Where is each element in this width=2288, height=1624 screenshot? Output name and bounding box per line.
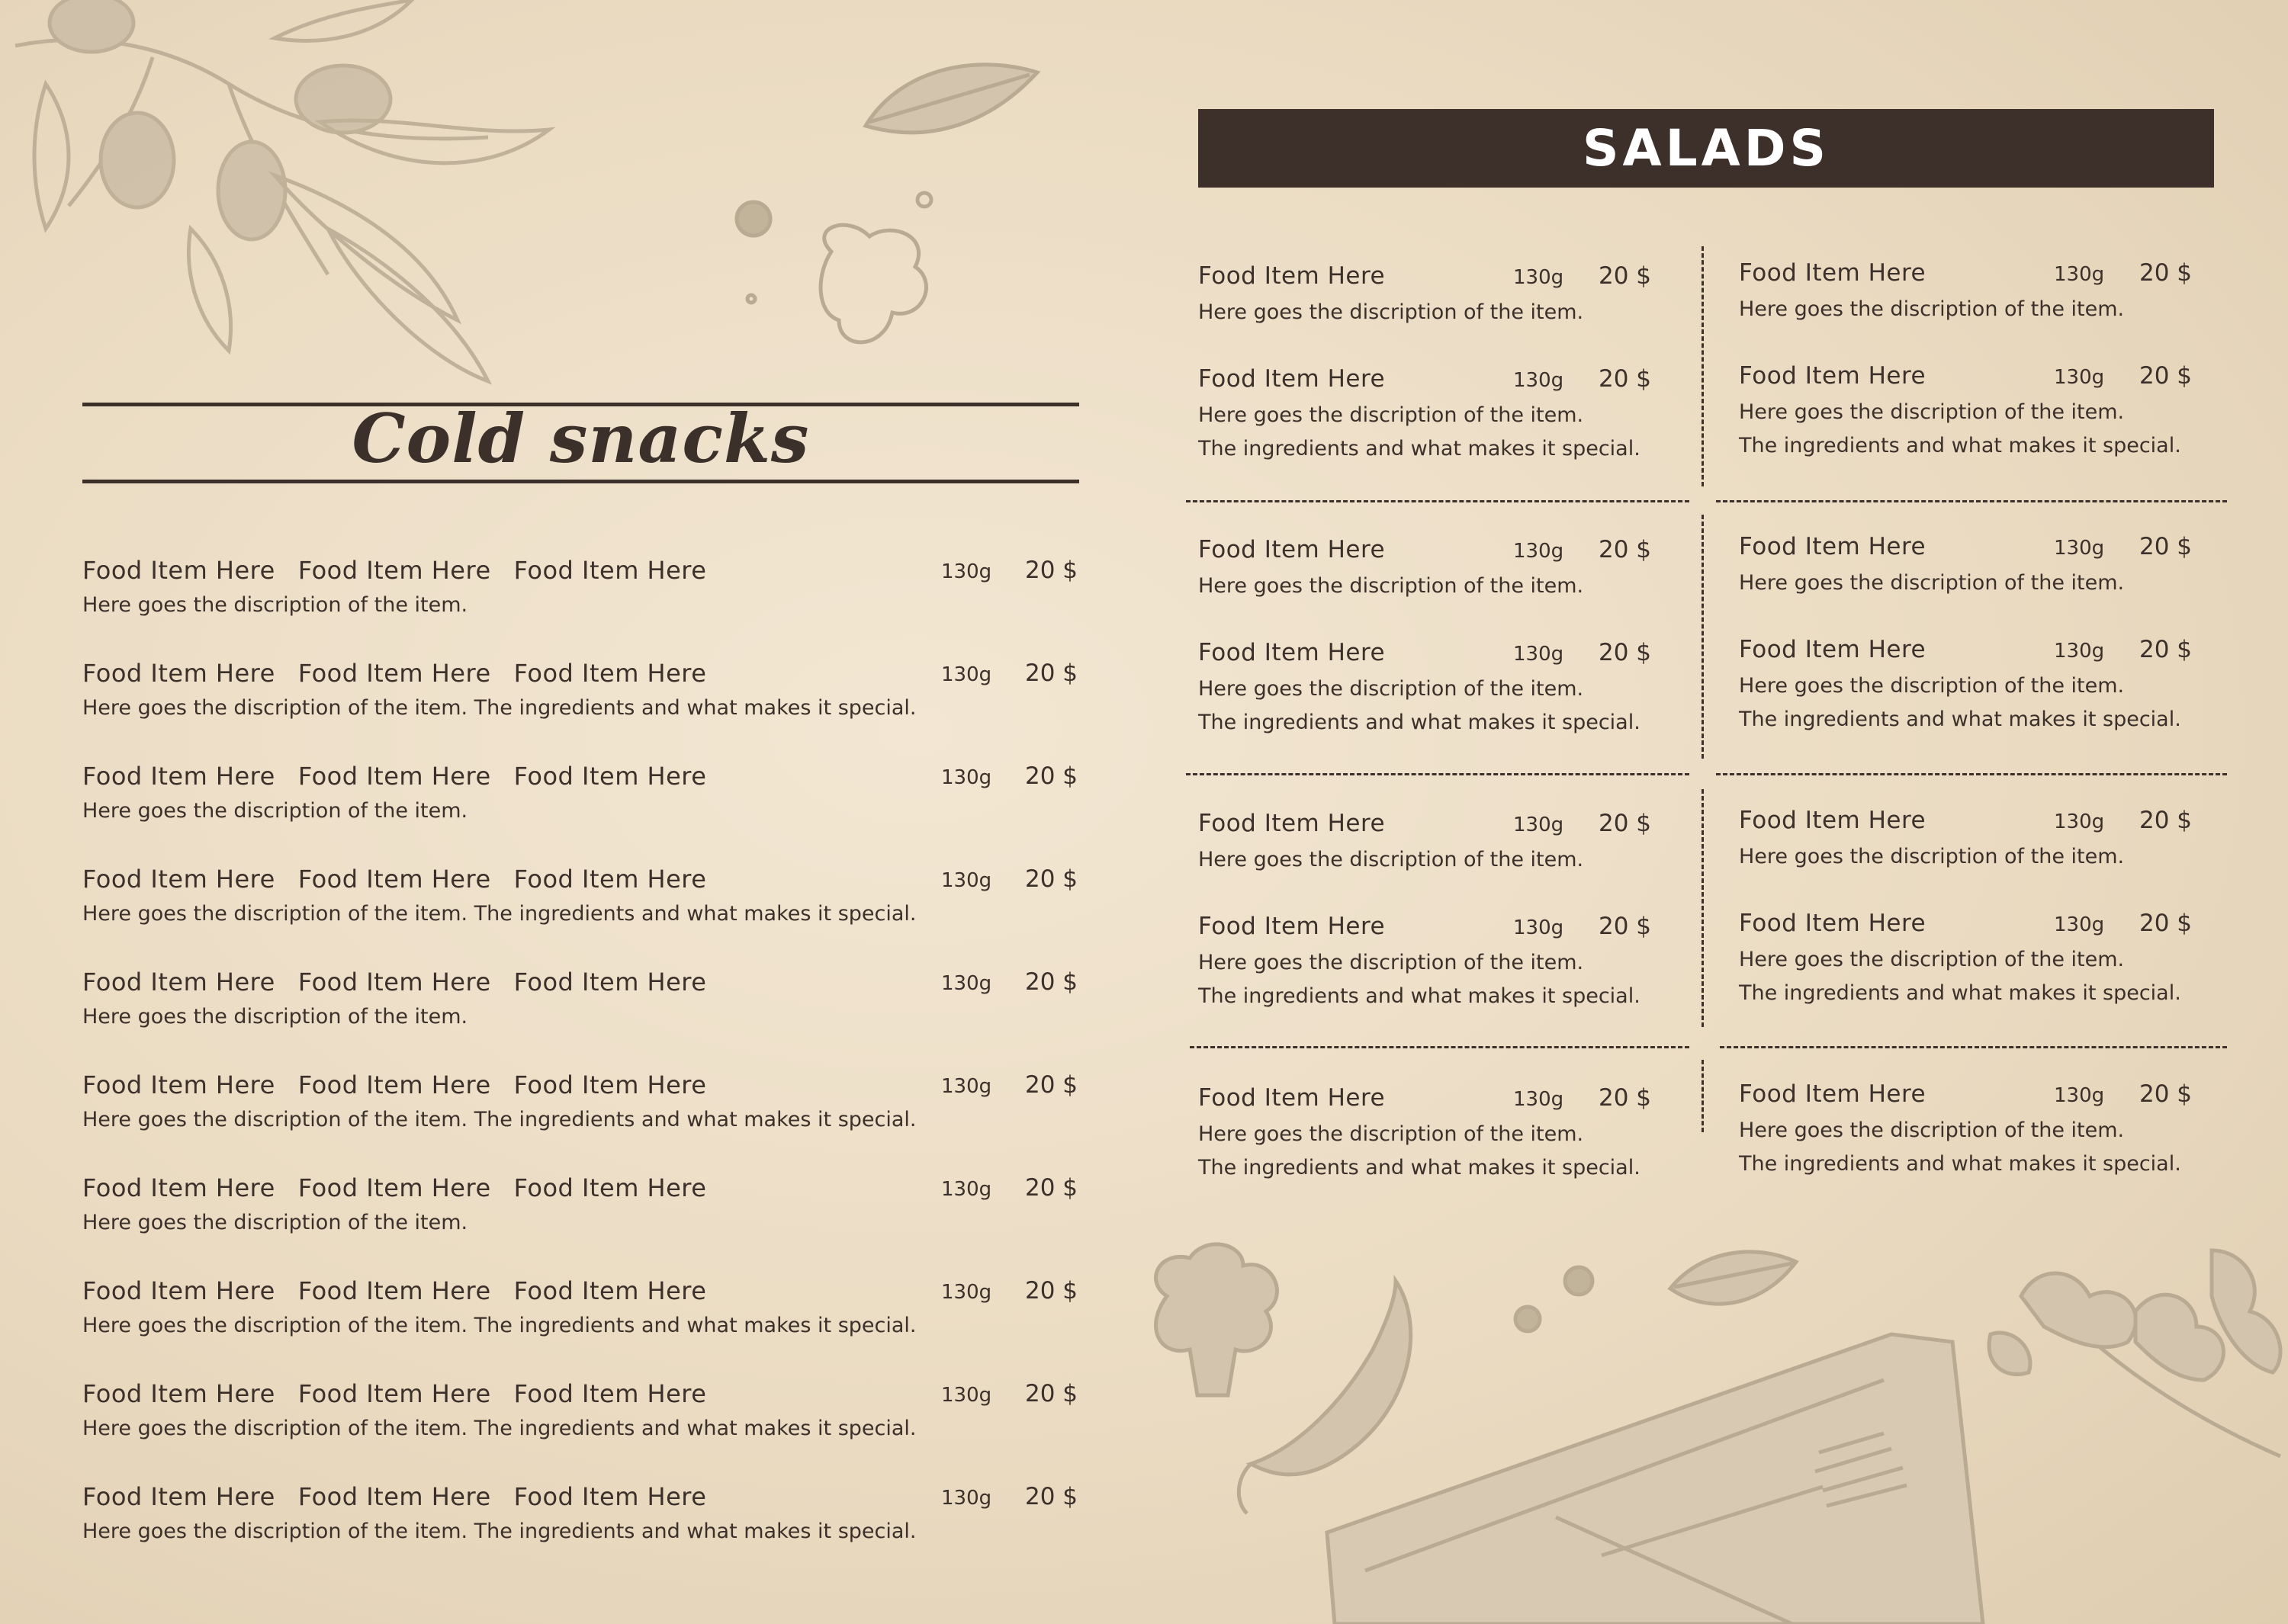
item-weight: 130g <box>941 560 992 583</box>
item-weight: 130g <box>2054 366 2105 389</box>
menu-item <box>1739 908 2193 1005</box>
menu-item <box>1198 637 1652 734</box>
item-name: Food Item Here <box>1198 536 1386 563</box>
item-price: 20 $ <box>2139 910 2193 937</box>
item-description: Here goes the discription of the item. The ingredients and what makes it special. <box>82 1417 917 1440</box>
parsley-icon <box>1989 1250 2280 1456</box>
item-price: 20 $ <box>1025 1277 1078 1305</box>
item-description: Here goes the discription of the item. <box>82 1005 468 1029</box>
item-weight: 130g <box>1513 643 1564 666</box>
item-name: Food Item Here <box>1198 810 1386 837</box>
item-name: Food Item Here <box>513 865 707 894</box>
item-name: Food Item Here <box>1739 259 1926 287</box>
item-description: Here goes the discription of the item. The ingredients and what makes it special. <box>82 1108 917 1131</box>
napkin-fork-icon <box>1327 1334 1983 1624</box>
item-price: 20 $ <box>1599 639 1652 666</box>
item-price: 20 $ <box>2139 533 2193 560</box>
item-name: Food Item Here <box>297 556 491 585</box>
menu-item <box>1739 258 2193 349</box>
item-names <box>82 1378 706 1409</box>
item-names <box>82 761 706 791</box>
item-name: Food Item Here <box>513 556 707 585</box>
menu-item <box>82 967 1081 1058</box>
menu-item <box>1739 361 2193 457</box>
item-names <box>82 967 706 997</box>
menu-item <box>82 761 1081 852</box>
item-name: Food Item Here <box>297 1070 491 1099</box>
item-name: Food Item Here <box>513 1173 707 1202</box>
item-description: Here goes the discription of the item. The ingredients and what makes it special. <box>1739 400 2181 457</box>
item-description: Here goes the discription of the item. The ingredients and what makes it special. <box>1198 951 1640 1008</box>
item-name: Food Item Here <box>297 1173 491 1202</box>
item-description: Here goes the discription of the item. <box>1739 297 2125 321</box>
item-weight: 130g <box>941 1075 992 1098</box>
item-weight: 130g <box>941 1178 992 1201</box>
item-name: Food Item Here <box>513 1070 707 1099</box>
item-description: Here goes the discription of the item. <box>1198 574 1584 598</box>
item-weight: 130g <box>1513 814 1564 836</box>
item-weight: 130g <box>2054 263 2105 286</box>
item-name: Food Item Here <box>297 659 491 688</box>
item-name: Food Item Here <box>513 1482 707 1511</box>
item-name: Food Item Here <box>513 659 707 688</box>
menu-item <box>1739 805 2193 897</box>
item-name: Food Item Here <box>82 762 275 791</box>
item-description: Here goes the discription of the item. The ingredients and what makes it special. <box>1739 1119 2181 1176</box>
item-name: Food Item Here <box>297 865 491 894</box>
item-description: Here goes the discription of the item. The ingredients and what makes it special. <box>1198 403 1640 461</box>
item-price: 20 $ <box>1025 660 1078 687</box>
item-price: 20 $ <box>1025 1483 1078 1510</box>
item-name: Food Item Here <box>1198 1084 1386 1112</box>
item-name: Food Item Here <box>82 1482 275 1511</box>
menu-item <box>82 1070 1081 1161</box>
item-description: Here goes the discription of the item. The ingredients and what makes it special. <box>82 1520 917 1543</box>
item-price: 20 $ <box>1599 536 1652 563</box>
item-price: 20 $ <box>1599 365 1652 393</box>
item-names <box>82 658 706 688</box>
item-weight: 130g <box>941 1281 992 1304</box>
item-weight: 130g <box>2054 1084 2105 1107</box>
menu-item <box>82 1378 1081 1470</box>
item-name: Food Item Here <box>82 659 275 688</box>
item-name: Food Item Here <box>1739 533 1926 560</box>
salads-title: SALADS <box>1198 109 2214 188</box>
item-name: Food Item Here <box>297 1276 491 1305</box>
menu-item <box>1198 911 1652 1008</box>
item-name: Food Item Here <box>82 556 275 585</box>
item-weight: 130g <box>1513 369 1564 392</box>
column-divider <box>1702 789 1704 1027</box>
item-description: Here goes the discription of the item. The ingredients and what makes it special. <box>82 696 917 720</box>
item-name: Food Item Here <box>82 865 275 894</box>
item-weight: 130g <box>2054 640 2105 663</box>
item-price: 20 $ <box>1025 1380 1078 1407</box>
item-weight: 130g <box>941 1384 992 1407</box>
item-weight: 130g <box>941 766 992 789</box>
item-price: 20 $ <box>1599 913 1652 940</box>
item-names <box>82 1276 706 1306</box>
item-price: 20 $ <box>1025 1071 1078 1099</box>
item-description: Here goes the discription of the item. <box>1198 300 1584 324</box>
garlic-icon <box>737 193 931 342</box>
title-bottom-rule <box>82 480 1079 483</box>
menu-item <box>1739 531 2193 623</box>
item-description: Here goes the discription of the item. <box>82 593 468 617</box>
item-price: 20 $ <box>2139 259 2193 287</box>
item-name: Food Item Here <box>1739 1080 1926 1108</box>
item-weight: 130g <box>2054 810 2105 833</box>
column-divider <box>1702 515 1704 759</box>
row-divider <box>1716 500 2227 502</box>
item-names <box>82 864 706 894</box>
item-name: Food Item Here <box>82 1379 275 1408</box>
item-name: Food Item Here <box>1198 365 1386 393</box>
item-price: 20 $ <box>2139 636 2193 663</box>
item-name: Food Item Here <box>82 968 275 997</box>
menu-item <box>82 864 1081 955</box>
item-name: Food Item Here <box>297 1379 491 1408</box>
item-description: Here goes the discription of the item. The ingredients and what makes it special. <box>1739 948 2181 1005</box>
item-name: Food Item Here <box>1739 807 1926 834</box>
item-description: Here goes the discription of the item. The ingredients and what makes it special. <box>82 1314 917 1337</box>
item-name: Food Item Here <box>1739 636 1926 663</box>
menu-item <box>1198 261 1652 352</box>
item-name: Food Item Here <box>297 1482 491 1511</box>
column-divider <box>1702 1060 1704 1132</box>
item-description: Here goes the discription of the item. <box>1739 845 2125 868</box>
item-price: 20 $ <box>2139 807 2193 834</box>
item-price: 20 $ <box>1025 865 1078 893</box>
item-price: 20 $ <box>1025 557 1078 584</box>
item-weight: 130g <box>941 1487 992 1510</box>
item-price: 20 $ <box>1599 262 1652 290</box>
item-price: 20 $ <box>1025 762 1078 790</box>
item-price: 20 $ <box>1025 968 1078 996</box>
item-price: 20 $ <box>1025 1174 1078 1202</box>
menu-item <box>1739 634 2193 731</box>
item-name: Food Item Here <box>1739 910 1926 937</box>
item-weight: 130g <box>941 869 992 892</box>
item-names <box>82 1070 706 1100</box>
item-name: Food Item Here <box>513 1276 707 1305</box>
row-divider <box>1186 773 1689 775</box>
cold-snacks-title: Cold snacks <box>352 399 810 478</box>
item-name: Food Item Here <box>82 1070 275 1099</box>
item-weight: 130g <box>2054 537 2105 560</box>
item-price: 20 $ <box>2139 1080 2193 1108</box>
item-weight: 130g <box>2054 913 2105 936</box>
item-name: Food Item Here <box>513 968 707 997</box>
broccoli-icon <box>1156 1244 1277 1395</box>
item-names <box>82 1481 706 1512</box>
item-name: Food Item Here <box>297 968 491 997</box>
menu-item <box>1198 808 1652 900</box>
row-divider <box>1186 500 1689 502</box>
menu-item <box>82 1276 1081 1367</box>
item-weight: 130g <box>1513 1088 1564 1111</box>
item-name: Food Item Here <box>1739 362 1926 390</box>
item-description: Here goes the discription of the item. <box>1198 848 1584 871</box>
item-names <box>82 555 706 586</box>
item-price: 20 $ <box>1599 1084 1652 1112</box>
menu-item <box>1739 1079 2193 1176</box>
item-description: Here goes the discription of the item. The ingredients and what makes it special. <box>82 902 917 926</box>
item-weight: 130g <box>1513 916 1564 939</box>
item-name: Food Item Here <box>1198 262 1386 290</box>
item-description: Here goes the discription of the item. The ingredients and what makes it special. <box>1739 674 2181 731</box>
item-name: Food Item Here <box>1198 913 1386 940</box>
item-weight: 130g <box>1513 266 1564 289</box>
item-description: Here goes the discription of the item. <box>1739 571 2125 595</box>
item-weight: 130g <box>941 663 992 686</box>
olive-branch-icon <box>15 0 549 381</box>
item-name: Food Item Here <box>1198 639 1386 666</box>
item-name: Food Item Here <box>82 1173 275 1202</box>
item-description: Here goes the discription of the item. The ingredients and what makes it special. <box>1198 677 1640 734</box>
menu-item <box>1198 1083 1652 1179</box>
row-divider <box>1716 773 2227 775</box>
item-name: Food Item Here <box>513 762 707 791</box>
menu-item <box>82 1481 1081 1573</box>
column-divider <box>1702 246 1704 486</box>
item-description: Here goes the discription of the item. <box>82 1211 468 1234</box>
menu-item <box>82 1173 1081 1264</box>
menu-item <box>1198 534 1652 626</box>
item-names <box>82 1173 706 1203</box>
item-name: Food Item Here <box>513 1379 707 1408</box>
menu-item <box>1198 364 1652 461</box>
item-description: Here goes the discription of the item. <box>82 799 468 823</box>
item-weight: 130g <box>941 972 992 995</box>
menu-item <box>82 555 1081 647</box>
item-price: 20 $ <box>1599 810 1652 837</box>
row-divider <box>1190 1046 1689 1048</box>
item-name: Food Item Here <box>297 762 491 791</box>
item-price: 20 $ <box>2139 362 2193 390</box>
item-name: Food Item Here <box>82 1276 275 1305</box>
menu-item <box>82 658 1081 749</box>
item-weight: 130g <box>1513 540 1564 563</box>
row-divider <box>1720 1046 2227 1048</box>
item-description: Here goes the discription of the item. The ingredients and what makes it special. <box>1198 1122 1640 1179</box>
